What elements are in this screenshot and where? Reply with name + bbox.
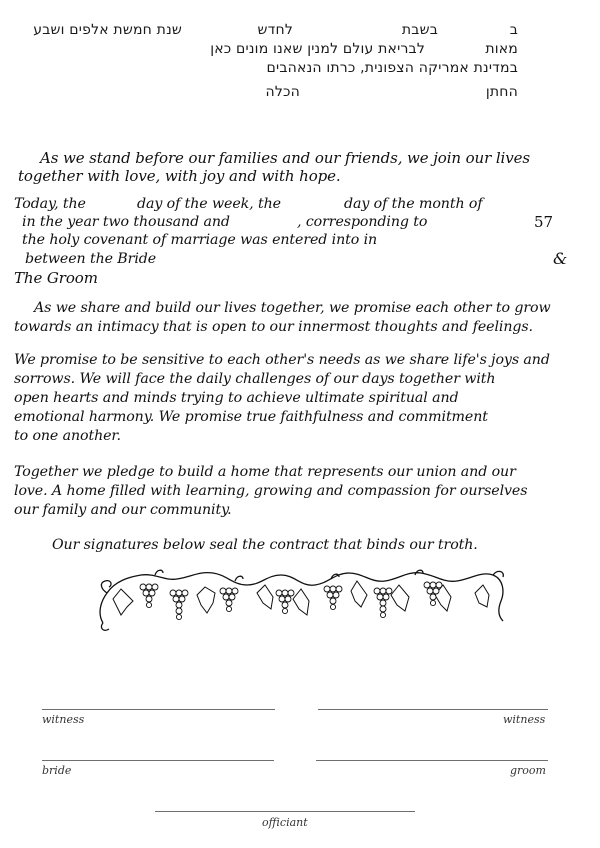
promise-line-2: sorrows. We will face the daily challenges of our days together with <box>14 371 496 387</box>
bride-signature-line[interactable] <box>42 760 274 761</box>
ampersand: & <box>553 249 568 268</box>
hebrew-location-text: במדינת אמריקה הצפונית, כרתו הנאהבים <box>266 60 518 76</box>
hebrew-bride-label: הכלה <box>265 84 300 100</box>
bride-label: bride <box>42 764 72 777</box>
fill-hebrew-year-suffix: 57 <box>534 213 553 231</box>
fill-between-bride: between the Bride <box>25 251 157 267</box>
groom-signature-line[interactable] <box>316 760 548 761</box>
fill-covenant: the holy covenant of marriage was entered into in <box>22 232 378 248</box>
grape-vine-border-icon <box>95 563 507 635</box>
intro-line-2: together with love, with joy and with hope. <box>18 167 341 185</box>
hebrew-creation-text: לבריאת עולם למנין שאנו מונים כאן <box>210 41 425 57</box>
hebrew-year-text: שנת חמשת אלפים ושבע <box>33 22 182 38</box>
hebrew-in-sabbath: בשבת <box>401 22 438 38</box>
fill-corresponding: , corresponding to <box>297 214 428 230</box>
witness-right-signature-line[interactable] <box>318 709 548 710</box>
promise-line-1: We promise to be sensitive to each other's needs as we share life's joys and <box>14 352 550 368</box>
fill-year: in the year two thousand and <box>22 214 230 230</box>
hebrew-of-month: לחדש <box>257 22 293 38</box>
promise-line-3: open hearts and minds trying to achieve ultimate spiritual and <box>14 390 459 406</box>
promise-line-4: emotional harmony. We promise true faithfulness and commitment <box>14 409 488 425</box>
promise-line-5: to one another. <box>14 428 121 444</box>
witness-left-label: witness <box>42 713 85 726</box>
together-line-2: love. A home filled with learning, growing and compassion for ourselves <box>14 483 528 499</box>
hebrew-groom-label: החתן <box>485 84 518 100</box>
closing-line: Our signatures below seal the contract that binds our troth. <box>52 537 478 553</box>
fill-day-of-month: day of the month of <box>344 196 483 212</box>
officiant-signature-line[interactable] <box>155 811 415 812</box>
witness-right-label: witness <box>503 713 546 726</box>
officiant-label: officiant <box>262 816 308 829</box>
together-line-1: Together we pledge to build a home that represents our union and our <box>14 464 516 480</box>
share-line-1: As we share and build our lives together, we promise each other to grow <box>34 300 551 316</box>
hebrew-day-marker: ב <box>509 22 518 38</box>
hebrew-hundreds: מאות <box>485 41 518 57</box>
fill-groom: The Groom <box>14 269 98 287</box>
share-line-2: towards an intimacy that is open to our innermost thoughts and feelings. <box>14 319 533 335</box>
witness-left-signature-line[interactable] <box>42 709 275 710</box>
groom-label: groom <box>510 764 546 777</box>
intro-line-1: As we stand before our families and our friends, we join our lives <box>40 149 531 167</box>
fill-day-of-week: day of the week, the <box>137 196 281 212</box>
fill-today: Today, the <box>14 196 86 212</box>
together-line-3: our family and our community. <box>14 502 232 518</box>
